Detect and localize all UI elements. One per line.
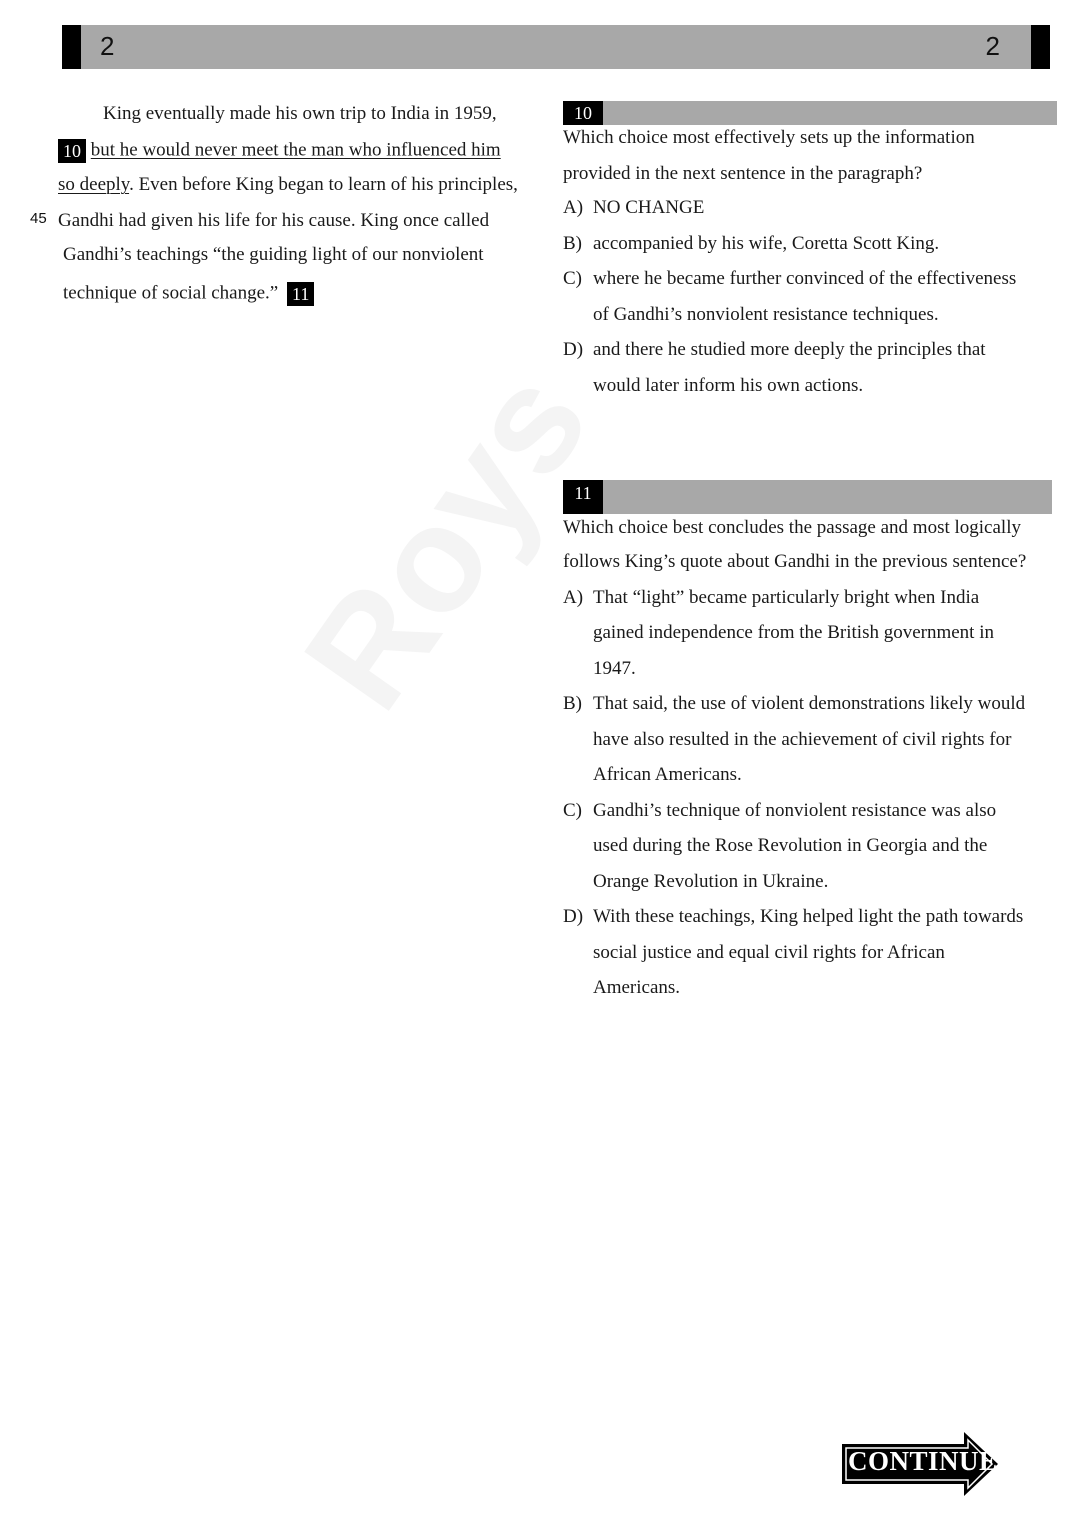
question-11-prompt: Which choice best concludes the passage and most logically (563, 517, 1021, 538)
option-letter: D) (563, 339, 584, 360)
option-text: and there he studied more deeply the principles that (593, 339, 986, 360)
passage-text: King eventually made his own trip to India in 1959, (103, 103, 497, 124)
option-letter: B) (563, 233, 582, 254)
header-left-block (62, 25, 81, 69)
option-text: gained independence from the British government in (593, 622, 994, 643)
question-11-header-bar (563, 480, 1052, 514)
option-text: That “light” became particularly bright when India (593, 587, 980, 608)
header-right-block (1031, 25, 1050, 69)
watermark (270, 340, 622, 740)
question-11-marker[interactable]: 11 (287, 282, 314, 306)
option-letter: B) (563, 693, 582, 714)
question-11-prompt: follows King’s quote about Gandhi in the previous sentence? (563, 551, 1027, 572)
line-number: 45 (30, 210, 47, 227)
question-10-header-bar (563, 101, 1057, 125)
option-text: With these teachings, King helped light the path towards (593, 906, 1024, 927)
passage-text: Gandhi’s teachings “the guiding light of our nonviolent (63, 244, 484, 265)
option-text: of Gandhi’s nonviolent resistance techniques. (593, 304, 939, 325)
option-letter: C) (563, 800, 582, 821)
option-text: social justice and equal civil rights for African (593, 942, 945, 963)
passage-line-6 (63, 282, 314, 306)
option-text: NO CHANGE (593, 197, 705, 218)
option-text: African Americans. (593, 764, 742, 785)
passage-line-4 (58, 211, 489, 231)
option-letter: C) (563, 268, 582, 289)
passage-text: technique of social change.” (63, 282, 279, 304)
question-10-prompt: Which choice most effectively sets up the information (563, 127, 975, 148)
section-number-left: 2 (100, 31, 115, 61)
option-text: accompanied by his wife, Coretta Scott King. (593, 233, 940, 254)
underlined-portion-10[interactable]: but he would never meet the man who influenced him (90, 139, 501, 161)
question-10-marker[interactable]: 10 (58, 139, 86, 163)
option-text: 1947. (593, 658, 636, 679)
section-number-right: 2 (985, 31, 1000, 61)
passage-line-5 (63, 245, 484, 265)
option-text: used during the Rose Revolution in Georgia and the (593, 835, 988, 856)
option-text: That said, the use of violent demonstrations likely would (593, 693, 1026, 714)
option-text: Americans. (593, 977, 681, 998)
option-text: would later inform his own actions. (593, 375, 864, 396)
option-letter: A) (563, 587, 584, 608)
question-11-number: 11 (563, 480, 603, 514)
underlined-portion-10-cont[interactable]: so deeply (58, 174, 130, 195)
passage-text: . Even before King began to learn of his principles, (129, 174, 518, 195)
continue-button[interactable]: CONTINUE (848, 1446, 998, 1476)
question-10-number: 10 (563, 101, 603, 125)
passage-line-2 (58, 139, 501, 163)
option-letter: D) (563, 906, 584, 927)
option-letter: A) (563, 197, 584, 218)
question-10-prompt: provided in the next sentence in the paragraph? (563, 163, 923, 184)
passage-line-3 (58, 175, 518, 195)
option-text: Gandhi’s technique of nonviolent resistance was also (593, 800, 997, 821)
section-header-bar (62, 25, 1050, 69)
option-text: where he became further convinced of the effectiveness (593, 268, 1017, 289)
passage-text: Gandhi had given his life for his cause. King once called (58, 210, 490, 231)
passage-line-1 (103, 104, 497, 124)
option-text: Orange Revolution in Ukraine. (593, 871, 829, 892)
option-text: have also resulted in the achievement of civil rights for (593, 729, 1012, 750)
